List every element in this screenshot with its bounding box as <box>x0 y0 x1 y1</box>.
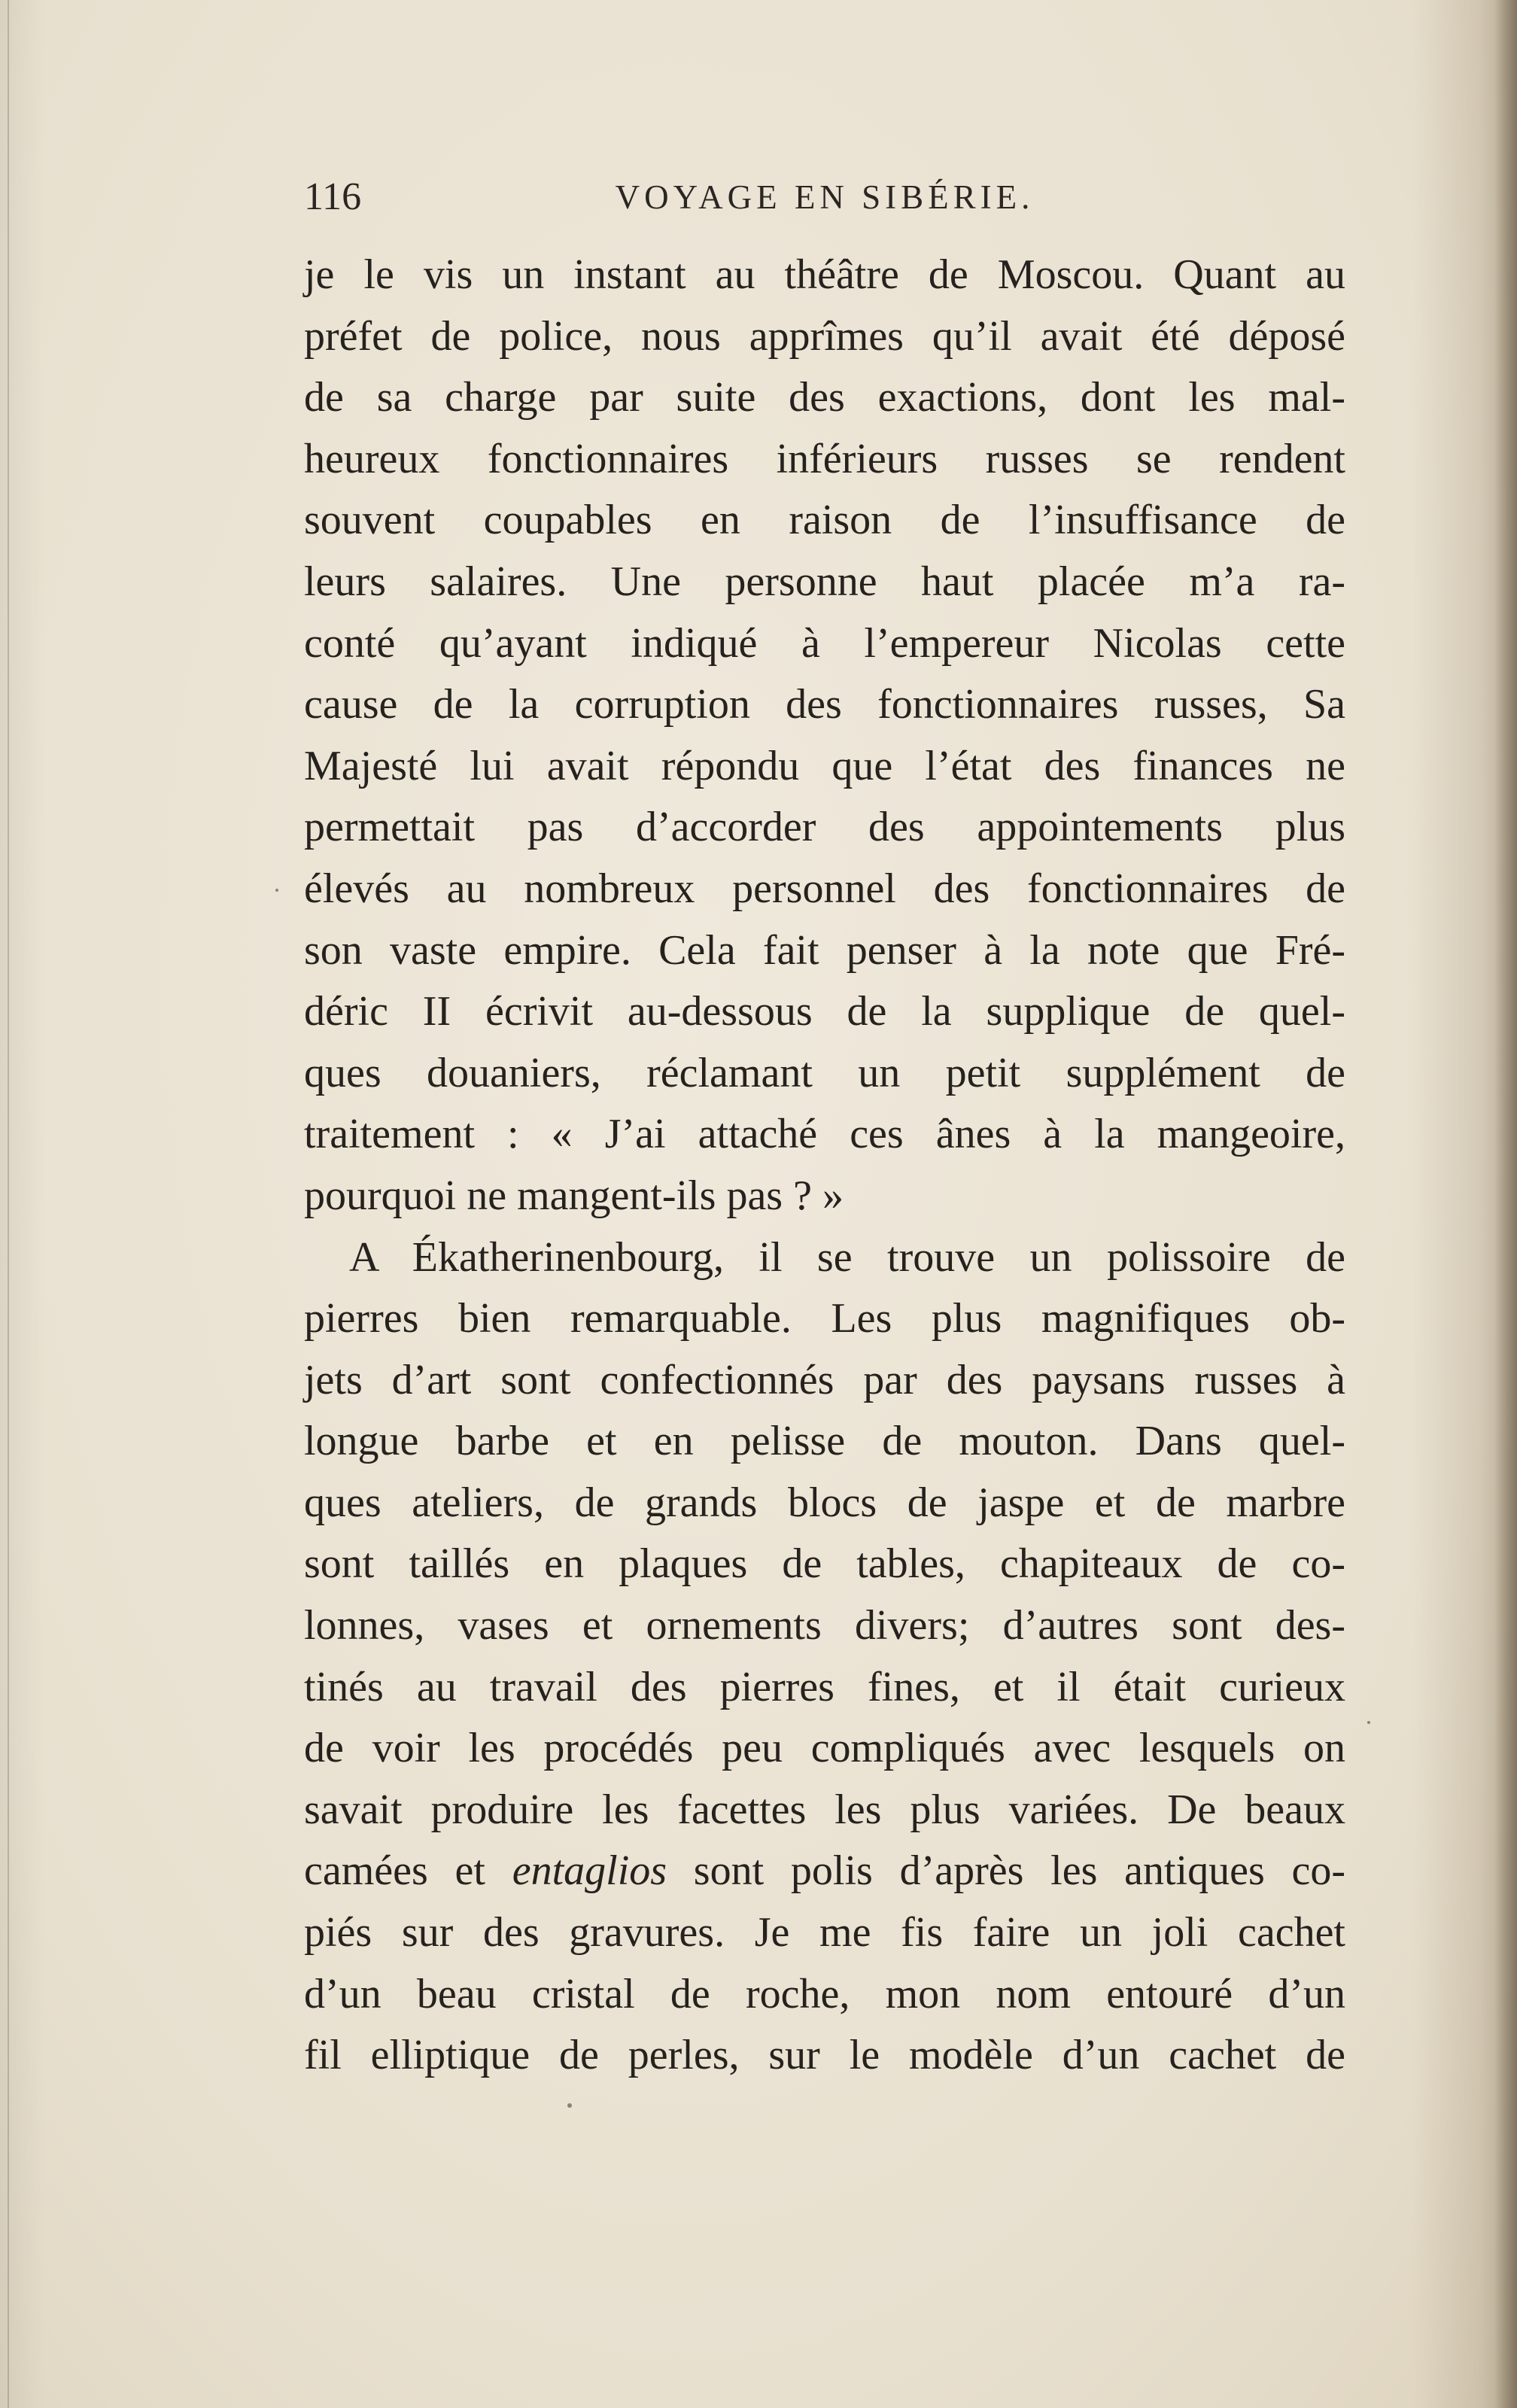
text-line: souvent coupables en raison de l’insuffisance de <box>304 497 1345 544</box>
text-line: pierres bien remarquable. Les plus magnifiques ob- <box>304 1295 1345 1342</box>
gutter-line <box>8 0 9 2408</box>
paragraph-start-line: A Ékatherinenbourg, il se trouve un polissoire de <box>349 1233 1345 1281</box>
text-line: je le vis un instant au théâtre de Moscou. Quant au <box>304 251 1345 298</box>
text-line: déric II écrivit au-dessous de la supplique de quel- <box>304 988 1345 1035</box>
text-line: savait produire les facettes les plus variées. De beaux <box>304 1786 1345 1833</box>
text-line: élevés au nombreux personnel des fonctionnaires de <box>304 865 1345 912</box>
text-segment: sont polis d’après les antiques co- <box>667 1847 1345 1895</box>
text-line: conté qu’ayant indiqué à l’empereur Nicolas cette <box>304 619 1345 667</box>
paper-speck <box>1367 1721 1370 1724</box>
text-line: son vaste empire. Cela fait penser à la note que Fré- <box>304 926 1345 974</box>
text-line: sont taillés en plaques de tables, chapiteaux de co- <box>304 1540 1345 1588</box>
text-line: longue barbe et en pelisse de mouton. Dans quel- <box>304 1418 1345 1465</box>
text-line: d’un beau cristal de roche, mon nom entouré d’un <box>304 1970 1345 2017</box>
text-segment: camées et <box>304 1847 512 1895</box>
text-line: de voir les procédés peu compliqués avec lesquels on <box>304 1725 1345 1772</box>
text-line: jets d’art sont confectionnés par des paysans russes à <box>304 1356 1345 1403</box>
page-header <box>304 175 1345 220</box>
body-text <box>304 245 1345 2087</box>
text-line: préfet de police, nous apprîmes qu’il avait été déposé <box>304 312 1345 360</box>
paragraph-end-line: pourquoi ne mangent-ils pas ? » <box>304 1172 844 1219</box>
text-line: piés sur des gravures. Je me fis faire un joli cachet <box>304 1909 1345 1956</box>
text-line: de sa charge par suite des exactions, dont les mal- <box>304 374 1345 421</box>
text-line: heureux fonctionnaires inférieurs russes se rendent <box>304 435 1345 482</box>
running-title: VOYAGE EN SIBÉRIE. <box>615 178 1035 216</box>
text-line: cause de la corruption des fonctionnaires russes, Sa <box>304 681 1345 728</box>
text-line: Majesté lui avait répondu que l’état des finances ne <box>304 742 1345 789</box>
text-line: fil elliptique de perles, sur le modèle d’un cachet de <box>304 2032 1345 2079</box>
page-number: 116 <box>304 175 362 218</box>
text-line: ques douaniers, réclamant un petit supplément de <box>304 1049 1345 1096</box>
paper-speck <box>567 2103 572 2108</box>
text-line: traitement : « J’ai attaché ces ânes à la mangeoire, <box>304 1111 1345 1158</box>
italic-word: entaglios <box>512 1847 667 1895</box>
text-line: ques ateliers, de grands blocs de jaspe et de marbre <box>304 1479 1345 1526</box>
text-line: permettait pas d’accorder des appointements plus <box>304 804 1345 851</box>
paper-speck <box>275 889 278 892</box>
text-line: tinés au travail des pierres fines, et il était curieux <box>304 1663 1345 1710</box>
page-edge-shadow <box>1494 0 1517 2408</box>
text-line: lonnes, vases et ornements divers; d’autres sont des- <box>304 1602 1345 1649</box>
text-line: leurs salaires. Une personne haut placée m’a ra- <box>304 558 1345 605</box>
text-line-with-italic <box>304 1841 1345 1902</box>
